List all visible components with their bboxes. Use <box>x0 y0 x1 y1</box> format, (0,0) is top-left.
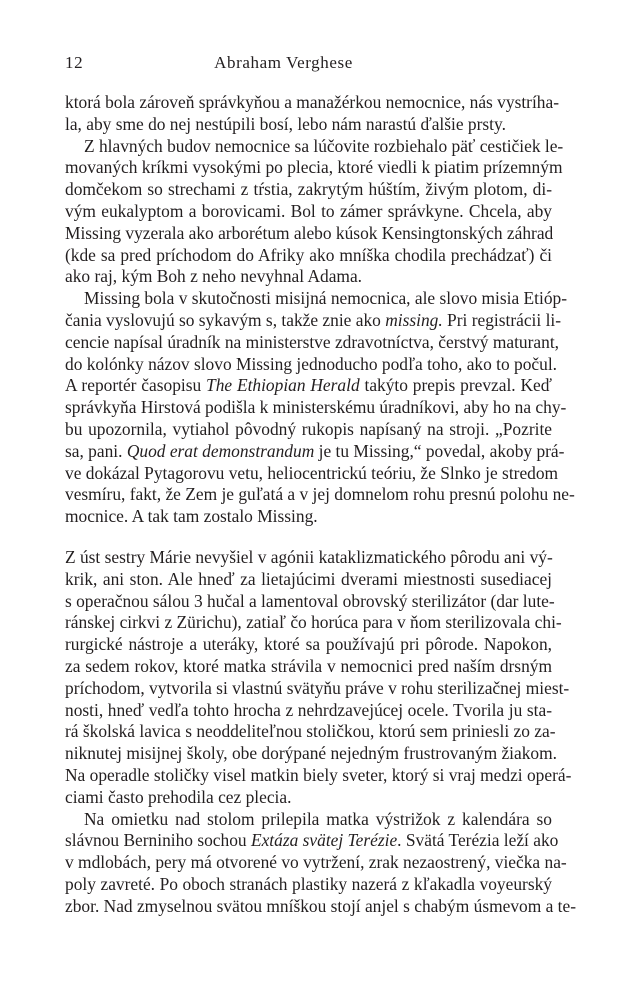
running-head-author: Abraham Verghese <box>214 53 353 72</box>
text-line: domčekom so strechami z tŕstia, zakrytým húštím, živým plotom, di- <box>65 179 552 200</box>
text-line: do kolónky názov slovo Missing jednoducho podľa toho, ako to počul. <box>65 353 558 374</box>
section-break <box>65 528 552 547</box>
page-number: 12 <box>65 53 84 72</box>
text-line: Missing bola v skutočnosti misijná nemocnica, ale slovo misia Etióp- <box>84 288 568 309</box>
paragraph <box>65 546 572 809</box>
text-line: (kde sa pred príchodom do Afriky ako mníška chodila prechádzať) či <box>65 244 552 265</box>
text-line: ktorá bola zároveň správkyňou a manažérkou nemocnice, nás vystríha- <box>65 92 559 112</box>
text-line: nosti, hneď vedľa tohto hrocha z nehrdzavejúcej ocele. Tvorila ju sta- <box>65 699 552 720</box>
text-line: v mdlobách, pery má otvorené vo vytržení, zrak nezaostrený, viečka na- <box>65 852 567 873</box>
text-line: ránskej cirkvi z Zürichu), zatiaľ čo horúca para v ňom sterilizovala chi- <box>65 612 562 633</box>
text-line: A reportér časopisu The Ethiopian Herald takýto prepis prevzal. Keď <box>65 375 552 396</box>
text-line: mocnice. A tak tam zostalo Missing. <box>65 506 318 527</box>
text-line: Na omietku nad stolom prilepila matka výstrižok z kalendára so <box>84 808 552 829</box>
text-line: la, aby sme do nej nestúpili bosí, lebo nám narastú ďalšie prsty. <box>65 113 506 134</box>
text-line: vesmíru, fakt, že Zem je guľatá a v jej domnelom rohu presnú polohu ne- <box>65 484 575 505</box>
text-line: ve dokázal Pytagorovu vetu, heliocentrickú teóriu, že Slnko je stredom <box>65 462 559 483</box>
text-line: Z hlavných budov nemocnice sa lúčovite rozbiehalo päť cestičiek le- <box>84 135 564 156</box>
text-line: niknutej misijnej školy, obe dorýpané nejedným frustrovaným žiakom. <box>65 743 557 764</box>
text-line: správkyňa Hirstová podišla k ministerskému úradníkovi, aby ho na chy- <box>65 397 567 418</box>
text-line: čania vyslovujú so sykavým s, takže znie ako missing. Pri registrácii li- <box>65 309 562 330</box>
paragraph <box>65 135 564 289</box>
text-line: cencie napísal úradník na ministerstve zdravotníctva, čerstvý maturant, <box>65 331 560 352</box>
text-line: zbor. Nad zmyselnou svätou mníškou stojí anjel s chabým úsmevom a te- <box>65 895 577 916</box>
text-line: za sedem rokov, ktoré matka strávila v nemocnici pred naším drsným <box>65 655 552 676</box>
paragraph <box>65 288 575 528</box>
italic-phrase: The Ethiopian Herald <box>206 375 360 396</box>
text-line: Z úst sestry Márie nevyšiel v agónii kataklizmatického pôrodu ani vý- <box>65 546 553 567</box>
body-text <box>65 92 577 917</box>
text-line: poly zavreté. Po oboch stranách plastiky nazerá z kľakadla voyeurský <box>65 873 552 894</box>
text-line: vým eukalyptom a borovicami. Bol to zámer správkyne. Chcela, aby <box>65 200 552 221</box>
text-line: s operačnou sálou 3 hučal a lamentoval obrovský sterilizátor (dar lute- <box>65 590 555 611</box>
text-line: ako raj, kým Boh z neho nevyhnal Adama. <box>65 266 363 287</box>
text-line: rurgické nástroje a uteráky, ktoré sa používajú pri pôrode. Napokon, <box>65 634 552 655</box>
text-line: ciami často prehodila cez plecia. <box>65 786 292 807</box>
text-line: rá školská lavica s neoddeliteľnou stoličkou, ktorú sem priniesli zo za- <box>65 721 556 742</box>
running-head <box>65 53 552 75</box>
text-line: Na operadle stoličky visel matkin biely sveter, ktorý si vraj medzi operá- <box>65 764 572 785</box>
italic-phrase: missing. <box>385 309 443 330</box>
italic-phrase: Quod erat demonstrandum <box>126 440 315 461</box>
paragraph <box>65 808 577 918</box>
italic-phrase: Extáza svätej Terézie <box>250 830 398 851</box>
text-line: bu upozornila, vytiahol pôvodný rukopis napísaný na stroji. „Pozrite <box>65 418 552 439</box>
paragraph <box>65 92 559 136</box>
text-line: movaných kríkmi vysokými po plecia, ktoré viedli k piatim prízemným <box>65 157 563 178</box>
text-line: Missing vyzerala ako arborétum alebo kúsok Kensingtonských záhrad <box>65 222 554 243</box>
text-line: príchodom, vytvorila si vlastnú svätyňu práve v rohu sterilizačnej miest- <box>65 677 570 698</box>
text-line: sa, pani. Quod erat demonstrandum je tu Missing,“ povedal, akoby prá- <box>65 440 565 461</box>
text-line: slávnou Berniniho sochou Extáza svätej Terézie. Svätá Terézia leží ako <box>65 830 559 851</box>
text-line: krik, ani ston. Ale hneď za lietajúcimi dverami miestnosti susediacej <box>65 568 552 589</box>
